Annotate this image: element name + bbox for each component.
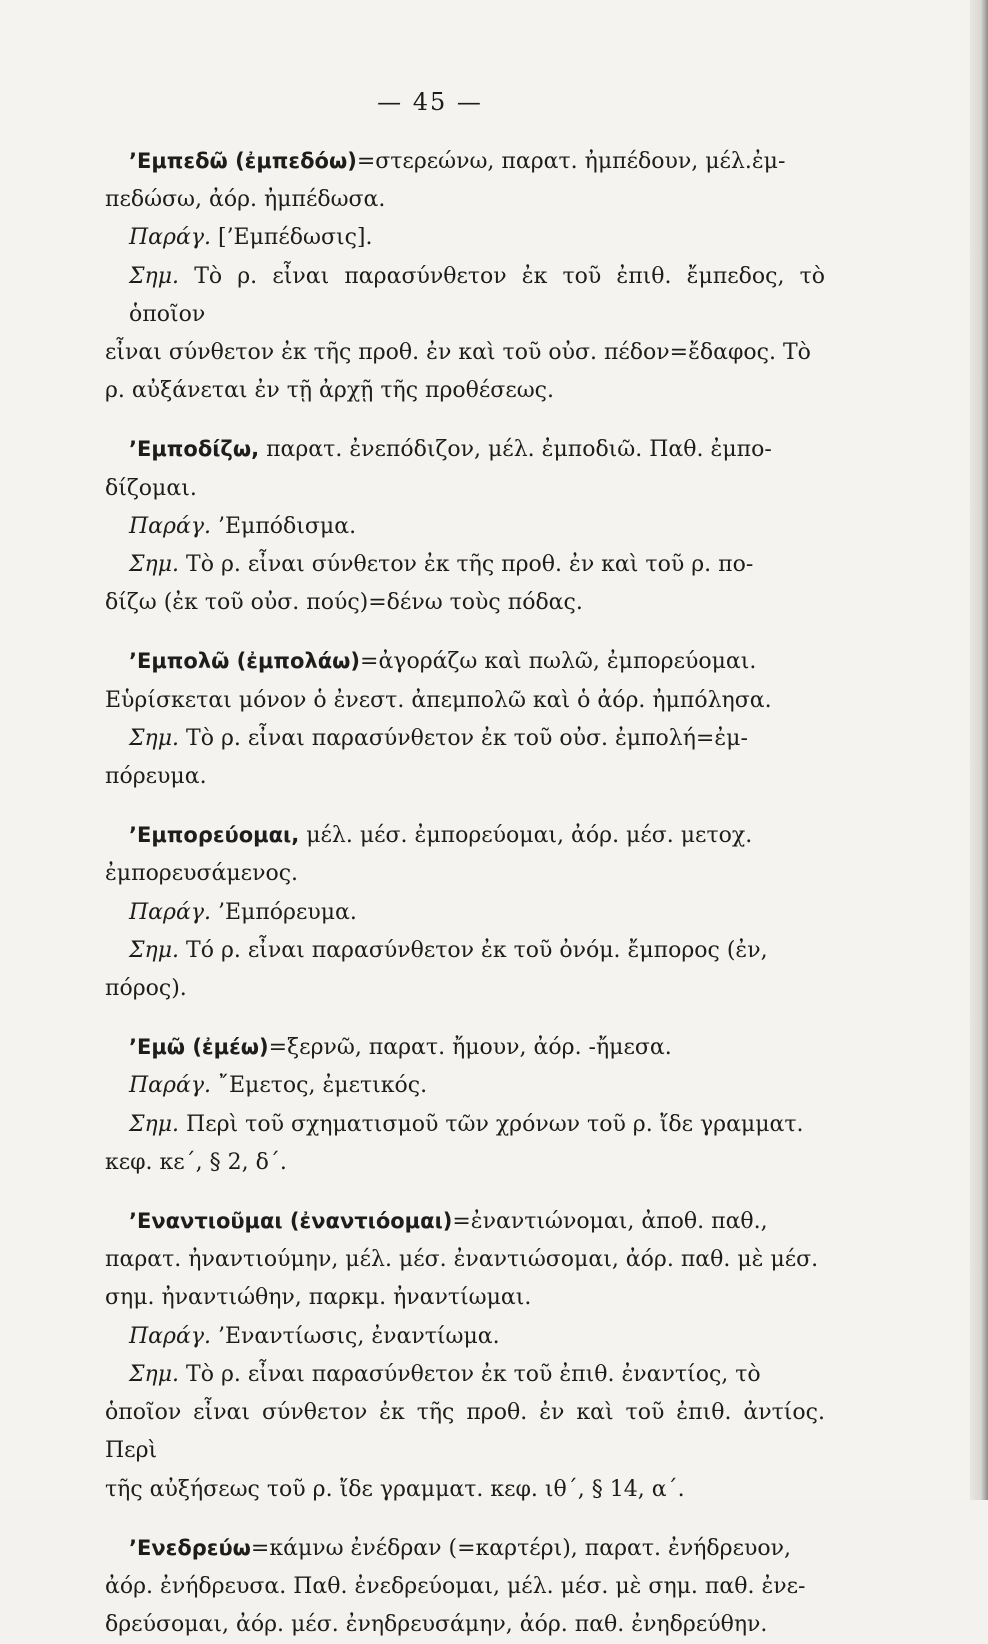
sim-line: δίζω (ἐκ τοῦ οὐσ. πούς)=δένω τοὺς πόδας.: [105, 590, 583, 616]
sim-label: Σημ.: [129, 1111, 180, 1137]
parag-text: [’Εμπέδωσις].: [217, 225, 373, 251]
sim-label: Σημ.: [129, 725, 180, 751]
sim-label: Σημ.: [129, 263, 180, 289]
page-number: — 45 —: [377, 88, 483, 116]
parag-label: Παράγ.: [129, 1073, 211, 1099]
sim-line: εἶναι σύνθετον ἐκ τῆς προθ. ἐν καὶ τοῦ οὐσ. πέδον=ἔδαφος. Τὸ: [105, 340, 811, 366]
page-edge: [970, 0, 988, 1500]
sim-line: πόρος).: [105, 976, 187, 1002]
dictionary-text: [105, 142, 825, 1644]
dictionary-entry: [105, 1028, 825, 1182]
sim-text: Τὸ ρ. εἶναι παρασύνθετον ἐκ τοῦ οὐσ. ἐμπολή=ἐμ-: [186, 725, 748, 751]
entry-headword: ’Εμῶ (ἐμέω): [129, 1035, 269, 1060]
sim-text: Περὶ τοῦ σχηματισμοῦ τῶν χρόνων τοῦ ρ. ἴδε γραμματ.: [186, 1111, 804, 1137]
dictionary-entry: [105, 1202, 825, 1509]
sim-text: Τὸ ρ. εἶναι σύνθετον ἐκ τῆς προθ. ἐν καὶ τοῦ ρ. πο-: [186, 552, 754, 578]
entry-headword: ’Εμπολῶ (ἐμπολάω): [129, 649, 361, 674]
entry-line: ἀόρ. ἐνήδρευσα. Παθ. ἐνεδρεύομαι, μέλ. μέσ. μὲ σημ. παθ. ἐνε-: [105, 1573, 806, 1599]
parag-label: Παράγ.: [129, 225, 211, 251]
dictionary-entry: [105, 1529, 825, 1644]
entry-line: παρατ. ἠναντιούμην, μέλ. μέσ. ἐναντιώσομαι, ἀόρ. παθ. μὲ μέσ.: [105, 1247, 819, 1273]
entry-definition: =στερεώνω, παρατ. ἠμπέδουν, μέλ.ἐμ-: [356, 149, 786, 174]
sim-label: Σημ.: [129, 552, 180, 578]
sim-line: ρ. αὐξάνεται ἐν τῇ ἀρχῇ τῆς προθέσεως.: [105, 378, 554, 404]
dictionary-entry: [105, 816, 825, 1008]
entry-line: δίζομαι.: [105, 475, 197, 501]
entry-headword: ’Εμπορεύομαι,: [129, 823, 300, 848]
parag-text: ’Εμπόδισμα.: [217, 513, 357, 539]
parag-label: Παράγ.: [129, 899, 211, 925]
parag-label: Παράγ.: [129, 1323, 211, 1349]
entry-line: ἐμπορευσάμενος.: [105, 861, 299, 887]
dictionary-entry: [105, 430, 825, 622]
entry-definition: =ἀγοράζω καὶ πωλῶ, ἐμπορεύομαι.: [360, 649, 757, 675]
entry-line: πεδώσω, ἀόρ. ἠμπέδωσα.: [105, 187, 386, 213]
dictionary-entry: [105, 142, 825, 410]
parag-text: ’Εναντίωσις, ἐναντίωμα.: [217, 1323, 500, 1349]
entry-line: σημ. ἠναντιώθην, παρκμ. ἠναντίωμαι.: [105, 1285, 532, 1311]
entry-definition: =ξερνῶ, παρατ. ἤμουν, ἀόρ. -ἤμεσα.: [268, 1035, 672, 1061]
sim-line: ὁποῖον εἶναι σύνθετον ἐκ τῆς προθ. ἐν καὶ τοῦ ἐπιθ. ἀντίος. Περὶ: [105, 1400, 825, 1464]
entry-definition: μέλ. μέσ. ἐμπορεύομαι, ἀόρ. μέσ. μετοχ.: [306, 823, 753, 849]
sim-text: Τὸ ρ. εἶναι παρασύνθετον ἐκ τοῦ ἐπιθ. ἔμπεδος, τὸ ὁποῖον: [129, 263, 825, 327]
sim-line: τῆς αὐξήσεως τοῦ ρ. ἴδε γραμματ. κεφ. ιθ΄, § 14, α΄.: [105, 1476, 685, 1502]
parag-text: ’Εμπόρευμα.: [217, 899, 357, 925]
sim-line: πόρευμα.: [105, 764, 207, 790]
sim-line: κεφ. κε΄, § 2, δ΄.: [105, 1149, 287, 1175]
entry-headword: ’Ενεδρεύω: [129, 1535, 251, 1560]
entry-headword: ’Εμπεδῶ (ἐμπεδόω): [129, 149, 357, 173]
entry-definition: =κάμνω ἐνέδραν (=καρτέρι), παρατ. ἐνήδρευον,: [250, 1535, 791, 1561]
entry-headword: ’Εναντιοῦμαι (ἐναντιόομαι): [129, 1209, 453, 1234]
sim-label: Σημ.: [129, 937, 180, 963]
entry-headword: ’Εμποδίζω,: [129, 437, 260, 462]
entry-definition: =ἐναντιώνομαι, ἀποθ. παθ.,: [452, 1209, 768, 1235]
entry-definition: παρατ. ἐνεπόδιζον, μέλ. ἐμποδιῶ. Παθ. ἐμπο-: [266, 437, 772, 463]
sim-label: Σημ.: [129, 1361, 180, 1387]
sim-text: Τό ρ. εἶναι παρασύνθετον ἐκ τοῦ ὀνόμ. ἔμπορος (ἐν,: [186, 937, 768, 963]
parag-label: Παράγ.: [129, 513, 211, 539]
parag-text: ῎Εμετος, ἐμετικός.: [217, 1073, 428, 1099]
entry-line: Εὑρίσκεται μόνον ὁ ἐνεστ. ἀπεμπολῶ καὶ ὁ ἀόρ. ἠμπόλησα.: [105, 687, 772, 713]
entry-line: δρεύσομαι, ἀόρ. μέσ. ἐνηδρευσάμην, ἀόρ. παθ. ἐνηδρεύθην.: [105, 1612, 768, 1638]
sim-text: Τὸ ρ. εἶναι παρασύνθετον ἐκ τοῦ ἐπιθ. ἐναντίος, τὸ: [186, 1361, 761, 1387]
dictionary-entry: [105, 642, 825, 796]
